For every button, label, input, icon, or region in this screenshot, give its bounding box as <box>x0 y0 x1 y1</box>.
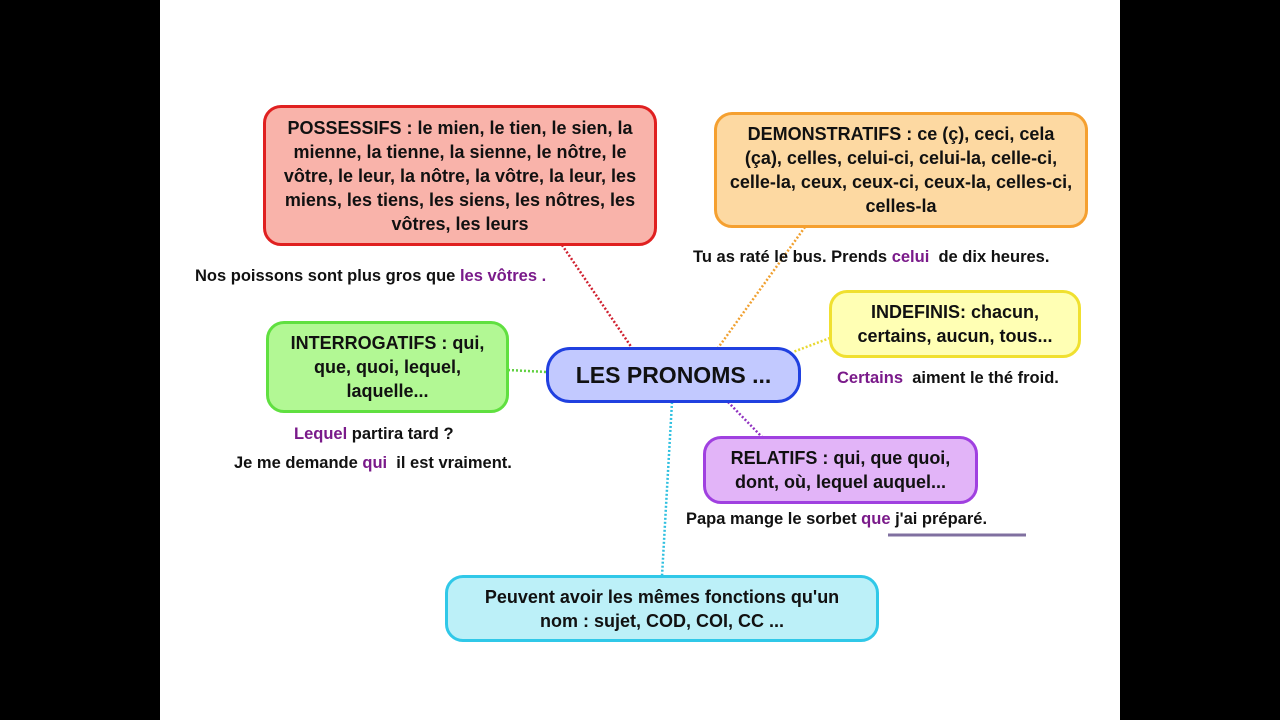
node-relatifs <box>703 436 978 504</box>
node-text: INTERROGATIFS : qui, que, quoi, lequel, laquelle... <box>290 333 485 401</box>
node-text: DEMONSTRATIFS : ce (ç), ceci, cela (ça), celles, celui-ci, celui-la, celle-ci, celle-la, ceux, ceux-ci, ceux-la, celles-ci, celles-la <box>729 124 1073 216</box>
example-demonstratifs <box>693 248 1049 267</box>
node-text: RELATIFS : qui, que quoi, dont, où, lequel auquel... <box>730 448 951 492</box>
connector-relatifs <box>728 402 762 437</box>
node-indefinis <box>829 290 1081 358</box>
node-text: Peuvent avoir les mêmes fonctions qu'un nom : sujet, COD, COI, CC ... <box>484 586 840 631</box>
node-text: INDEFINIS: chacun, certains, aucun, tous... <box>857 302 1053 346</box>
example-interrogatifs-2 <box>234 454 512 473</box>
connector-possessifs <box>562 245 632 348</box>
example-text: Tu as raté le bus. Prends <box>693 248 892 266</box>
example-highlight: Lequel <box>294 425 348 443</box>
example-highlight: que <box>861 510 891 528</box>
example-text: j'ai préparé. <box>890 510 988 528</box>
example-text: il est vraiment. <box>387 454 512 472</box>
node-interrogatifs <box>266 321 509 413</box>
example-highlight: les vôtres <box>459 267 537 285</box>
example-highlight: qui <box>362 454 388 472</box>
connector-fonctions <box>662 402 672 576</box>
center-label: LES PRONOMS ... <box>575 362 772 388</box>
example-text: de dix heures. <box>929 248 1050 266</box>
connector-interrogatifs <box>508 370 547 372</box>
example-text: partira tard ? <box>347 425 454 443</box>
node-text: POSSESSIFS : le mien, le tien, le sien, la mienne, la tienne, la sienne, le nôtre, le vôtre, le leur, la nôtre, la vôtre, la leur, les miens, les tiens, les siens, les nôtres, les vôtres, les leurs <box>283 117 637 234</box>
node-possessifs <box>263 105 657 246</box>
example-indefinis <box>837 369 1059 388</box>
example-text: aiment le thé froid. <box>903 369 1059 387</box>
center-node <box>546 347 801 403</box>
example-relatifs <box>686 510 987 529</box>
example-text: Je me demande <box>234 454 363 472</box>
example-highlight: celui <box>891 248 930 266</box>
example-interrogatifs-1 <box>294 425 454 444</box>
example-text: . <box>537 267 547 285</box>
example-text: Nos poissons sont plus gros que <box>195 267 460 285</box>
example-possessifs <box>195 267 546 286</box>
node-fonctions <box>445 575 879 642</box>
example-text: Papa mange le sorbet <box>686 510 862 528</box>
connector-demonstratifs <box>718 227 805 348</box>
node-demonstratifs <box>714 112 1088 228</box>
connector-indefinis <box>793 338 830 352</box>
example-highlight: Certains <box>837 369 904 387</box>
